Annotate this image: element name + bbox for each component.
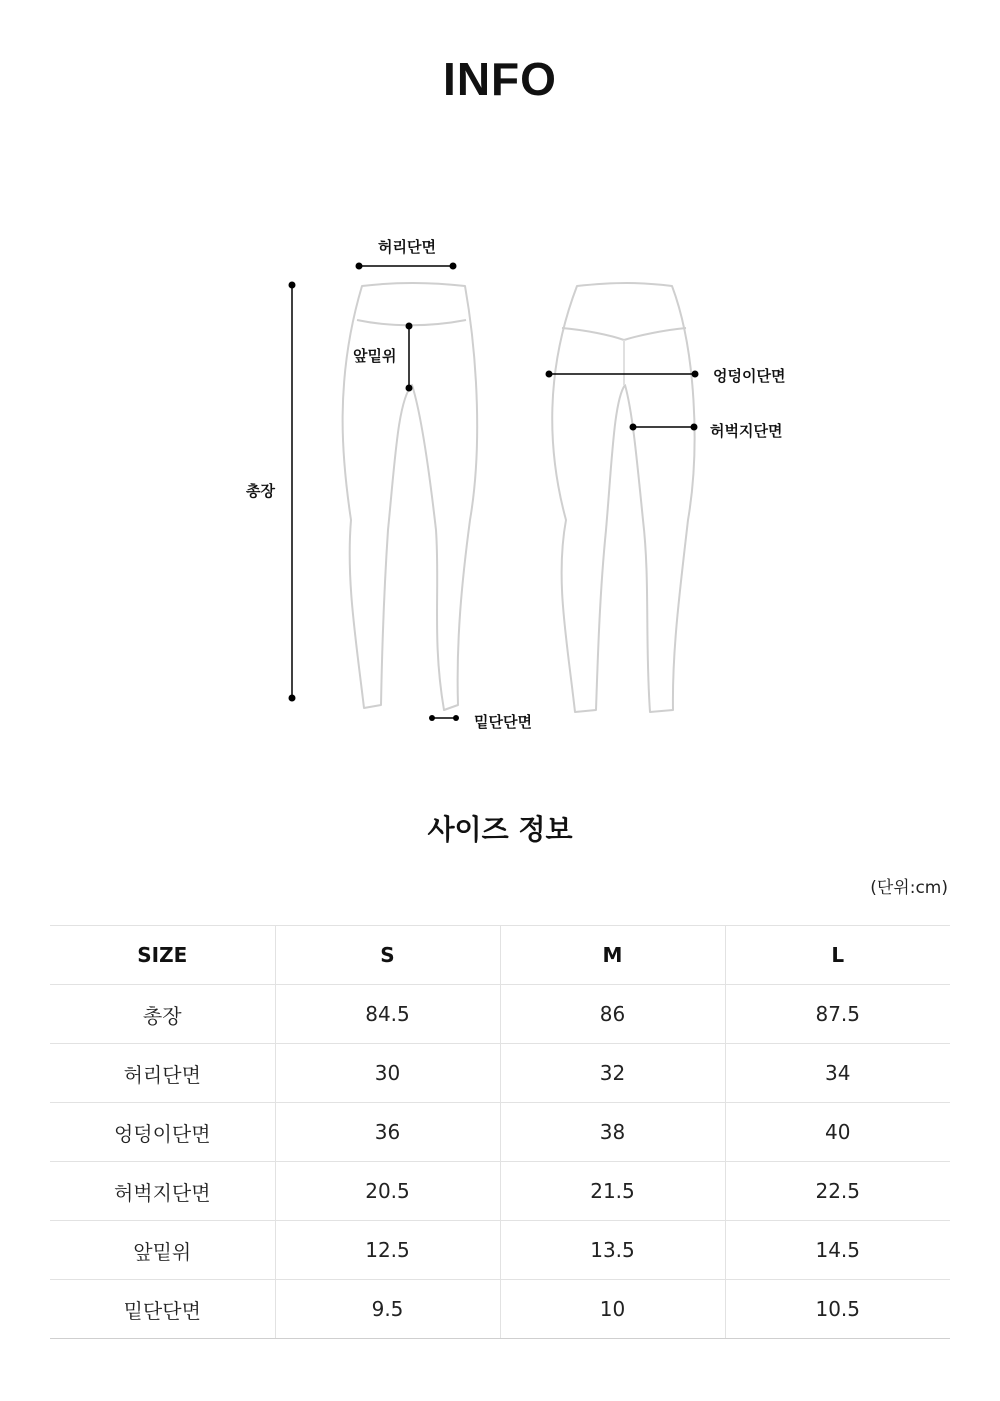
table-cell: 10.5	[725, 1280, 950, 1339]
size-table	[50, 925, 950, 1339]
row-label: 허벅지단면	[50, 1162, 275, 1221]
hip-measure-dot	[692, 371, 699, 378]
table-row	[50, 1280, 950, 1339]
hem-measure-dot	[429, 715, 435, 721]
table-row	[50, 1103, 950, 1162]
column-header-m: M	[500, 926, 725, 985]
table-cell: 13.5	[500, 1221, 725, 1280]
table-cell: 21.5	[500, 1162, 725, 1221]
waist-measure-dot	[356, 263, 363, 270]
table-cell: 36	[275, 1103, 500, 1162]
table-cell: 34	[725, 1044, 950, 1103]
hip-label: 엉덩이단면	[713, 367, 786, 385]
thigh-label: 허벅지단면	[710, 422, 783, 440]
table-cell: 87.5	[725, 985, 950, 1044]
waist-label: 허리단면	[378, 238, 436, 256]
table-cell: 20.5	[275, 1162, 500, 1221]
size-info-title: 사이즈 정보	[427, 813, 573, 846]
table-cell: 12.5	[275, 1221, 500, 1280]
leggings-illustration	[0, 200, 1000, 760]
table-row	[50, 1044, 950, 1103]
table-cell: 84.5	[275, 985, 500, 1044]
row-label: 앞밑위	[50, 1221, 275, 1280]
length-label: 총장	[246, 482, 275, 500]
table-cell: 14.5	[725, 1221, 950, 1280]
hem-measure-dot	[453, 715, 459, 721]
rise-measure-dot	[406, 385, 413, 392]
hip-measure-dot	[546, 371, 553, 378]
table-cell: 9.5	[275, 1280, 500, 1339]
thigh-measure-dot	[691, 424, 698, 431]
table-row	[50, 1221, 950, 1280]
leggings-back	[552, 283, 694, 712]
table-cell: 30	[275, 1044, 500, 1103]
row-label: 밑단단면	[50, 1280, 275, 1339]
hem-label: 밑단단면	[474, 713, 532, 731]
table-cell: 32	[500, 1044, 725, 1103]
column-header-s: S	[275, 926, 500, 985]
table-cell: 40	[725, 1103, 950, 1162]
table-cell: 38	[500, 1103, 725, 1162]
rise-measure-dot	[406, 323, 413, 330]
thigh-measure-dot	[630, 424, 637, 431]
table-cell: 10	[500, 1280, 725, 1339]
row-label: 엉덩이단면	[50, 1103, 275, 1162]
table-row	[50, 1162, 950, 1221]
row-label: 총장	[50, 985, 275, 1044]
row-label: 허리단면	[50, 1044, 275, 1103]
waist-measure-dot	[450, 263, 457, 270]
column-header-size: SIZE	[50, 926, 275, 985]
page-title: INFO	[443, 53, 557, 105]
column-header-l: L	[725, 926, 950, 985]
unit-label: (단위:cm)	[870, 878, 948, 898]
table-cell: 22.5	[725, 1162, 950, 1221]
rise-label: 앞밑위	[353, 347, 397, 365]
table-header-row	[50, 926, 950, 985]
table-cell: 86	[500, 985, 725, 1044]
length-measure-dot	[289, 282, 296, 289]
table-row	[50, 985, 950, 1044]
measurement-diagram	[0, 200, 1000, 760]
length-measure-dot	[289, 695, 296, 702]
